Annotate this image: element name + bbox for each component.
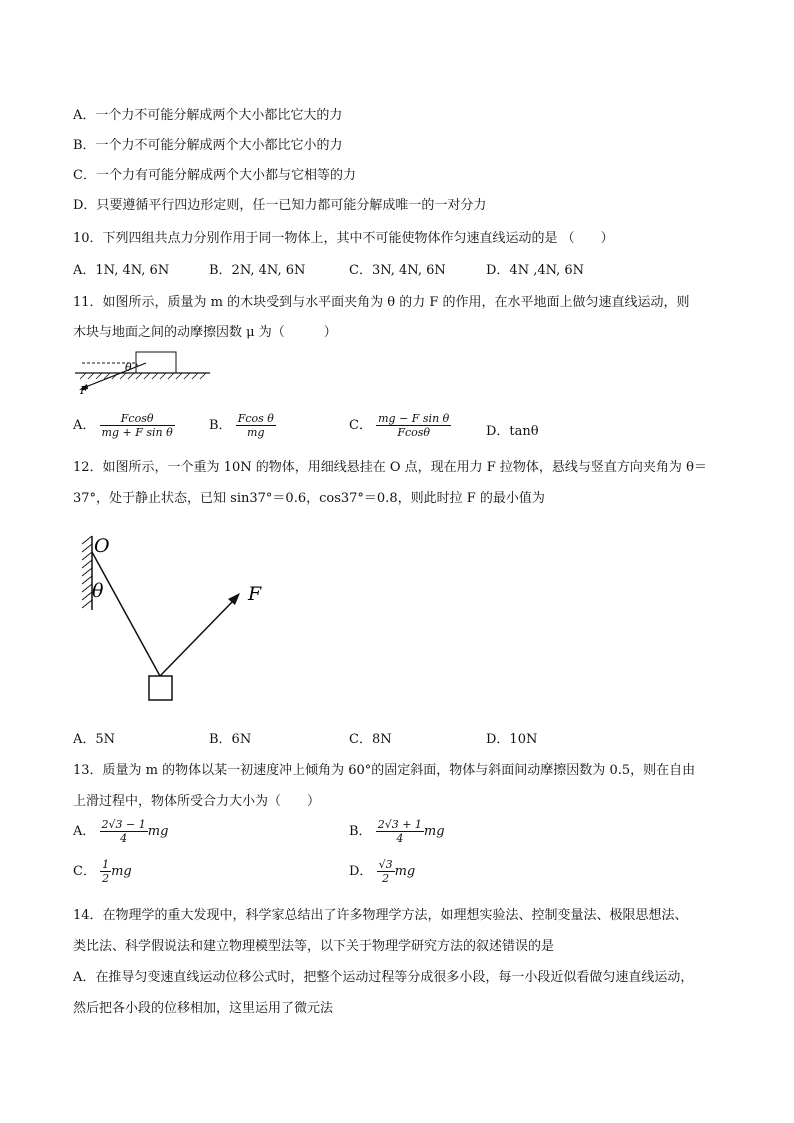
q13-option-a-denominator: 4: [120, 832, 128, 845]
q9-option-c: C．一个力有可能分解成两个大小都与它相等的力: [73, 168, 356, 183]
q13-option-b-fraction: [376, 818, 424, 845]
q14-option-a-line2: 然后把各小段的位移相加，这里运用了微元法: [73, 1001, 334, 1016]
q13-option-d-mg: mg: [394, 864, 416, 879]
q12-stem-line1: 12．如图所示，一个重为 10N 的物体，用细线悬挂在 O 点，现在用力 F 拉物体，悬线与竖直方向夹角为 θ＝: [73, 460, 707, 475]
q12-option-a: A．5N: [73, 732, 116, 747]
q14-stem-line2: 类比法、科学假说法和建立物理模型法等，以下关于物理学研究方法的叙述错误的是: [73, 939, 555, 954]
q11-option-a: [73, 412, 175, 439]
q10-option-d: D．4N ,4N, 6N: [486, 263, 585, 278]
q13-option-d: [349, 858, 415, 885]
q11-option-c: [349, 412, 451, 439]
q10-option-c: C．3N, 4N, 6N: [349, 263, 446, 278]
q13-option-d-fraction: [377, 858, 395, 885]
q13-option-a-numerator: 2√3 − 1: [101, 818, 146, 831]
q11-option-a-numerator: Fcosθ: [100, 412, 175, 426]
q12-stem-line2: 37°，处于静止状态，已知 sin37°＝0.6，cos37°＝0.8，则此时拉 F 的最小值为: [73, 491, 545, 506]
q11-stem-line2: 木块与地面之间的动摩擦因数 μ 为（ ）: [73, 325, 337, 340]
q12-option-c: C．8N: [349, 732, 392, 747]
q10-stem: 10．下列四组共点力分别作用于同一物体上，其中不可能使物体作匀速直线运动的是 （ ）: [73, 231, 614, 246]
q13-option-c-mg: mg: [111, 864, 132, 879]
q12-fig-theta-label: θ: [92, 580, 104, 602]
q13-option-a: [73, 818, 168, 845]
q13-option-d-numerator: √3: [378, 858, 393, 871]
q13-option-c-fraction: [100, 858, 111, 885]
q11-option-b-label: B．: [209, 418, 232, 433]
q13-stem-line1: 13．质量为 m 的物体以某一初速度冲上倾角为 60°的固定斜面，物体与斜面间动摩擦因数为 0.5，则在自由: [73, 763, 696, 778]
q12-figure: [70, 530, 280, 710]
q13-option-c: [73, 858, 132, 885]
q11-option-b-numerator: Fcos θ: [237, 412, 274, 425]
q11-option-a-denominator: mg + F sin θ: [101, 426, 173, 439]
q11-option-c-label: C．: [349, 418, 372, 433]
q13-option-d-denominator: 2: [382, 872, 390, 885]
q12-fig-f-label: F: [248, 583, 262, 605]
q11-figure: [70, 346, 220, 396]
q13-option-a-label: A．: [73, 824, 96, 839]
q10-option-a: A．1N, 4N, 6N: [73, 263, 170, 278]
q13-option-c-label: C．: [73, 864, 96, 879]
q13-option-a-mg: mg: [147, 824, 169, 839]
q11-option-b-denominator: mg: [247, 426, 265, 439]
q11-fig-theta-label: θ: [125, 361, 132, 374]
q11-option-a-fraction: [100, 412, 175, 439]
q13-option-a-fraction: [100, 818, 148, 845]
q11-option-c-fraction: [376, 412, 451, 439]
q11-option-c-denominator: Fcosθ: [397, 426, 431, 439]
q12-fig-o-label: O: [94, 535, 110, 557]
q13-option-c-denominator: 2: [102, 872, 110, 885]
q13-option-b-mg: mg: [423, 824, 445, 839]
q11-option-b: [209, 412, 276, 439]
q10-option-b: B．2N, 4N, 6N: [209, 263, 306, 278]
q11-option-c-numerator: mg − F sin θ: [378, 412, 450, 425]
q11-option-d: D．tanθ: [486, 424, 539, 439]
q13-option-b-denominator: 4: [396, 832, 404, 845]
q9-option-b: B．一个力不可能分解成两个大小都比它小的力: [73, 138, 343, 153]
q12-option-d: D．10N: [486, 732, 538, 747]
q13-option-c-numerator: 1: [102, 858, 110, 871]
q9-option-d: D．只要遵循平行四边形定则，任一已知力都可能分解成唯一的一对分力: [73, 198, 487, 213]
q9-option-a: A．一个力不可能分解成两个大小都比它大的力: [73, 108, 343, 123]
q14-option-a-line1: A．在推导匀变速直线运动位移公式时，把整个运动过程等分成很多小段，每一小段近似看做匀速直线运动，: [73, 970, 694, 985]
q11-stem-line1: 11．如图所示，质量为 m 的木块受到与水平面夹角为 θ 的力 F 的作用，在水平地面上做匀速直线运动，则: [73, 295, 690, 310]
q13-option-d-label: D．: [349, 864, 373, 879]
q11-option-b-fraction: [236, 412, 276, 439]
q11-fig-f-label: F: [80, 384, 88, 396]
q13-stem-line2: 上滑过程中，物体所受合力大小为（ ）: [73, 794, 321, 809]
q14-stem-line1: 14．在物理学的重大发现中，科学家总结出了许多物理学方法，如理想实验法、控制变量法、极限思想法、: [73, 908, 688, 923]
q13-option-b: [349, 818, 445, 845]
q13-option-b-numerator: 2√3 + 1: [377, 818, 422, 831]
q11-option-a-label: A．: [73, 418, 96, 433]
q12-option-b: B．6N: [209, 732, 252, 747]
q13-option-b-label: B．: [349, 824, 372, 839]
